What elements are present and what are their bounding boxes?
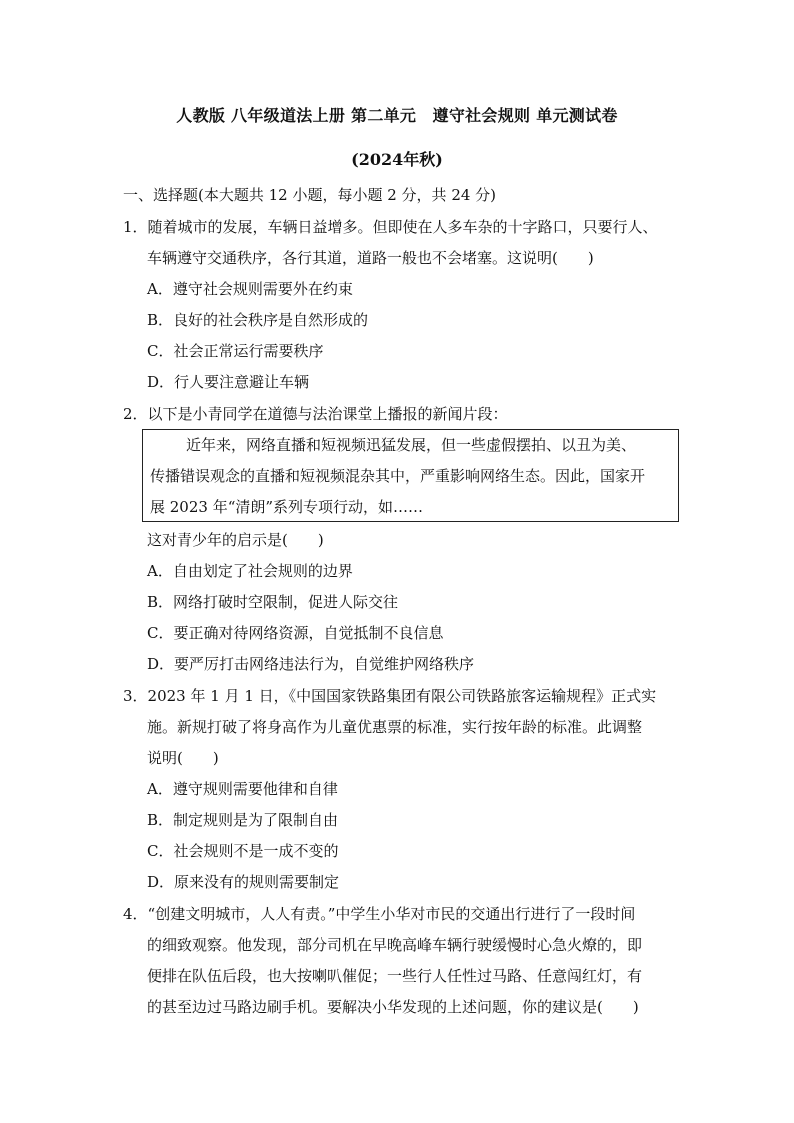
document-subtitle: (2024年秋) <box>351 150 443 169</box>
question-stem: 1．随着城市的发展，车辆日益增多。但即使在人多车杂的十字路口，只要行人、 <box>123 218 658 236</box>
option-c: C．要正确对待网络资源，自觉抵制不良信息 <box>147 624 444 642</box>
option-d: D．原来没有的规则需要制定 <box>147 873 340 891</box>
option-d: D．行人要注意避让车辆 <box>147 373 310 391</box>
option-a: A．自由划定了社会规则的边界 <box>147 562 353 580</box>
document-title: 人教版 八年级道法上册 第二单元 遵守社会规则 单元测试卷 <box>176 106 618 125</box>
question-stem: 施。新规打破了将身高作为儿童优惠票的标准，实行按年龄的标准。此调整 <box>147 718 643 736</box>
option-b: B．制定规则是为了限制自由 <box>147 811 339 829</box>
news-excerpt-line: 近年来，网络直播和短视频迅猛发展，但一些虚假摆拍、以丑为美、 <box>186 436 637 454</box>
question-stem: 3．2023 年 1 月 1 日，《中国国家铁路集团有限公司铁路旅客运输规程》正式实 <box>123 687 657 705</box>
option-d: D．要严厉打击网络违法行为，自觉维护网络秩序 <box>147 655 475 673</box>
question-stem: 的甚至边过马路边刷手机。要解决小华发现的上述问题，你的建议是( ) <box>147 998 639 1016</box>
news-excerpt-line: 展 2023 年“清朗”系列专项行动，如…… <box>150 498 424 516</box>
question-stem: 说明( ) <box>147 749 219 767</box>
question-stem: 车辆遵守交通秩序，各行其道，道路一般也不会堵塞。这说明( ) <box>147 249 594 267</box>
section-heading: 一、选择题(本大题共 12 小题，每小题 2 分，共 24 分) <box>123 186 497 204</box>
option-c: C．社会正常运行需要秩序 <box>147 342 324 360</box>
option-c: C．社会规则不是一成不变的 <box>147 842 339 860</box>
question-stem: 2．以下是小青同学在道德与法治课堂上播报的新闻片段： <box>123 405 508 423</box>
question-prompt: 这对青少年的启示是( ) <box>147 531 324 549</box>
option-b: B．良好的社会秩序是自然形成的 <box>147 311 369 329</box>
question-stem: 4．“创建文明城市，人人有责。”中学生小华对市民的交通出行进行了一段时间 <box>123 905 636 923</box>
question-stem: 便排在队伍后段，也大按喇叭催促；一些行人任性过马路、任意闯红灯，有 <box>147 967 643 985</box>
option-b: B．网络打破时空限制，促进人际交往 <box>147 593 399 611</box>
option-a: A．遵守规则需要他律和自律 <box>147 780 338 798</box>
news-excerpt-line: 传播错误观念的直播和短视频混杂其中，严重影响网络生态。因此，国家开 <box>150 467 646 485</box>
question-stem: 的细致观察。他发现，部分司机在早晚高峰车辆行驶缓慢时心急火燎的，即 <box>147 936 643 954</box>
option-a: A．遵守社会规则需要外在约束 <box>147 280 353 298</box>
